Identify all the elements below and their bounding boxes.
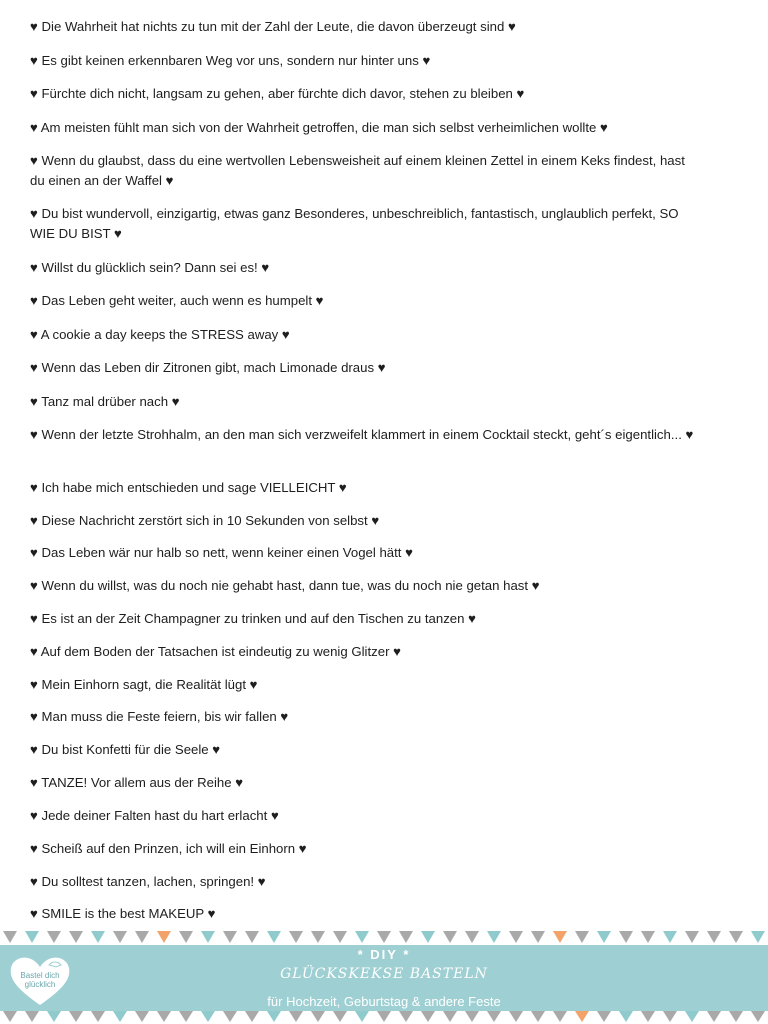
- bunting-bottom: [0, 1011, 768, 1024]
- bunting-pennant: [3, 931, 17, 943]
- bunting-pennant: [421, 931, 435, 943]
- bunting-pennant: [619, 931, 633, 943]
- quote-item: ♥ Diese Nachricht zerstört sich in 10 Sekunden von selbst ♥: [30, 513, 380, 528]
- bunting-pennant: [223, 931, 237, 943]
- quote-item: ♥ Wenn das Leben dir Zitronen gibt, mach Limonade draus ♥: [30, 360, 386, 375]
- bunting-pennant: [465, 1011, 479, 1022]
- bunting-pennant: [311, 931, 325, 943]
- bunting-pennant: [355, 1011, 369, 1022]
- bunting-top: [0, 931, 768, 945]
- quote-item: ♥ Scheiß auf den Prinzen, ich will ein Einhorn ♥: [30, 841, 307, 856]
- bunting-pennant: [47, 1011, 61, 1022]
- bunting-pennant: [663, 931, 677, 943]
- footer-subtitle: für Hochzeit, Geburtstag & andere Feste: [267, 994, 501, 1009]
- quote-item: ♥ Jede deiner Falten hast du hart erlacht ♥: [30, 808, 279, 823]
- bunting-pennant: [25, 931, 39, 943]
- bunting-pennant: [333, 931, 347, 943]
- bunting-pennant: [267, 1011, 281, 1022]
- bunting-pennant: [707, 1011, 721, 1022]
- logo-line-1: Bastel dich: [20, 971, 60, 980]
- logo-text: [9, 971, 71, 989]
- bunting-pennant: [377, 1011, 391, 1022]
- bunting-pennant: [751, 1011, 765, 1022]
- quote-item: ♥ Das Leben wär nur halb so nett, wenn keiner einen Vogel hätt ♥: [30, 545, 413, 560]
- bunting-pennant: [201, 931, 215, 943]
- quote-item: ♥ Wenn du glaubst, dass du eine wertvollen Lebensweisheit auf einem kleinen Zettel in einem Keks findest, hast du einen an der Waffel ♥: [30, 153, 685, 188]
- quote-item: ♥ TANZE! Vor allem aus der Reihe ♥: [30, 775, 244, 790]
- quote-item: ♥ Auf dem Boden der Tatsachen ist eindeutig zu wenig Glitzer ♥: [30, 644, 401, 659]
- bunting-pennant: [267, 931, 281, 943]
- brand-logo: [9, 955, 71, 1007]
- quote-item: ♥ Es gibt keinen erkennbaren Weg vor uns, sondern nur hinter uns ♥: [30, 53, 431, 68]
- bunting-pennant: [69, 1011, 83, 1022]
- bunting-pennant: [751, 931, 765, 943]
- bunting-pennant: [729, 1011, 743, 1022]
- bunting-pennant: [487, 1011, 501, 1022]
- bunting-pennant: [575, 931, 589, 943]
- quote-item: ♥ SMILE is the best MAKEUP ♥: [30, 906, 216, 921]
- bunting-pennant: [421, 1011, 435, 1022]
- bunting-pennant: [311, 1011, 325, 1022]
- bunting-pennant: [113, 931, 127, 943]
- bunting-pennant: [553, 931, 567, 943]
- quote-item: ♥ Am meisten fühlt man sich von der Wahrheit getroffen, die man sich selbst verheimlichen wollte ♥: [30, 120, 608, 135]
- bunting-pennant: [531, 1011, 545, 1022]
- bunting-pennant: [685, 1011, 699, 1022]
- bunting-pennant: [289, 931, 303, 943]
- bunting-pennant: [465, 931, 479, 943]
- bunting-pennant: [509, 1011, 523, 1022]
- quote-item: ♥ Mein Einhorn sagt, die Realität lügt ♥: [30, 677, 258, 692]
- bunting-pennant: [289, 1011, 303, 1022]
- quote-item: ♥ Wenn du willst, was du noch nie gehabt hast, dann tue, was du noch nie getan hast ♥: [30, 578, 540, 593]
- quote-item: ♥ Das Leben geht weiter, auch wenn es humpelt ♥: [30, 293, 324, 308]
- bunting-pennant: [113, 1011, 127, 1022]
- bunting-pennant: [597, 931, 611, 943]
- logo-line-2: glücklich: [24, 980, 56, 989]
- bunting-pennant: [641, 931, 655, 943]
- bunting-pennant: [597, 1011, 611, 1022]
- bunting-pennant: [201, 1011, 215, 1022]
- bunting-pennant: [663, 1011, 677, 1022]
- bunting-pennant: [245, 931, 259, 943]
- bunting-pennant: [377, 931, 391, 943]
- bunting-pennant: [641, 1011, 655, 1022]
- bunting-pennant: [25, 1011, 39, 1022]
- quote-item: ♥ A cookie a day keeps the STRESS away ♥: [30, 327, 290, 342]
- quote-item: ♥ Es ist an der Zeit Champagner zu trinken und auf den Tischen zu tanzen ♥: [30, 611, 476, 626]
- quote-item: ♥ Tanz mal drüber nach ♥: [30, 394, 180, 409]
- bunting-pennant: [245, 1011, 259, 1022]
- bunting-pennant: [509, 931, 523, 943]
- quote-item: ♥ Wenn der letzte Strohhalm, an den man sich verzweifelt klammert in einem Cocktail steckt, geht´s eigentlich... ♥: [30, 427, 694, 442]
- bunting-pennant: [69, 931, 83, 943]
- bunting-pennant: [47, 931, 61, 943]
- quote-item: ♥ Du bist wundervoll, einzigartig, etwas ganz Besonderes, unbeschreiblich, fantastisch, unglaublich perfekt, SO WIE DU BIST ♥: [30, 206, 679, 241]
- bunting-pennant: [399, 931, 413, 943]
- bunting-pennant: [157, 1011, 171, 1022]
- quote-item: ♥ Man muss die Feste feiern, bis wir fallen ♥: [30, 709, 289, 724]
- bunting-pennant: [553, 1011, 567, 1022]
- bunting-pennant: [443, 931, 457, 943]
- quote-item: ♥ Die Wahrheit hat nichts zu tun mit der Zahl der Leute, die davon überzeugt sind ♥: [30, 19, 516, 34]
- bunting-pennant: [333, 1011, 347, 1022]
- bunting-pennant: [91, 931, 105, 943]
- bunting-pennant: [531, 931, 545, 943]
- bunting-pennant: [619, 1011, 633, 1022]
- footer-diy-label: * DIY *: [357, 947, 411, 962]
- quote-item: ♥ Fürchte dich nicht, langsam zu gehen, aber fürchte dich davor, stehen zu bleiben ♥: [30, 86, 525, 101]
- footer-title: GLÜCKSKEKSE BASTELN: [280, 966, 488, 982]
- quote-item: ♥ Ich habe mich entschieden und sage VIELLEICHT ♥: [30, 480, 347, 495]
- bunting-pennant: [157, 931, 171, 943]
- bunting-pennant: [443, 1011, 457, 1022]
- quote-item: ♥ Du bist Konfetti für die Seele ♥: [30, 742, 221, 757]
- bunting-pennant: [91, 1011, 105, 1022]
- bunting-pennant: [487, 931, 501, 943]
- quote-item: ♥ Du solltest tanzen, lachen, springen! ♥: [30, 874, 266, 889]
- bunting-pennant: [223, 1011, 237, 1022]
- bunting-pennant: [399, 1011, 413, 1022]
- bunting-pennant: [179, 1011, 193, 1022]
- bunting-pennant: [685, 931, 699, 943]
- bunting-pennant: [355, 931, 369, 943]
- bunting-pennant: [179, 931, 193, 943]
- bunting-pennant: [575, 1011, 589, 1022]
- bunting-pennant: [707, 931, 721, 943]
- bunting-pennant: [135, 1011, 149, 1022]
- bunting-pennant: [3, 1011, 17, 1022]
- footer-banner: [0, 945, 768, 1011]
- quote-item: ♥ Willst du glücklich sein? Dann sei es! ♥: [30, 260, 270, 275]
- bunting-pennant: [729, 931, 743, 943]
- bunting-pennant: [135, 931, 149, 943]
